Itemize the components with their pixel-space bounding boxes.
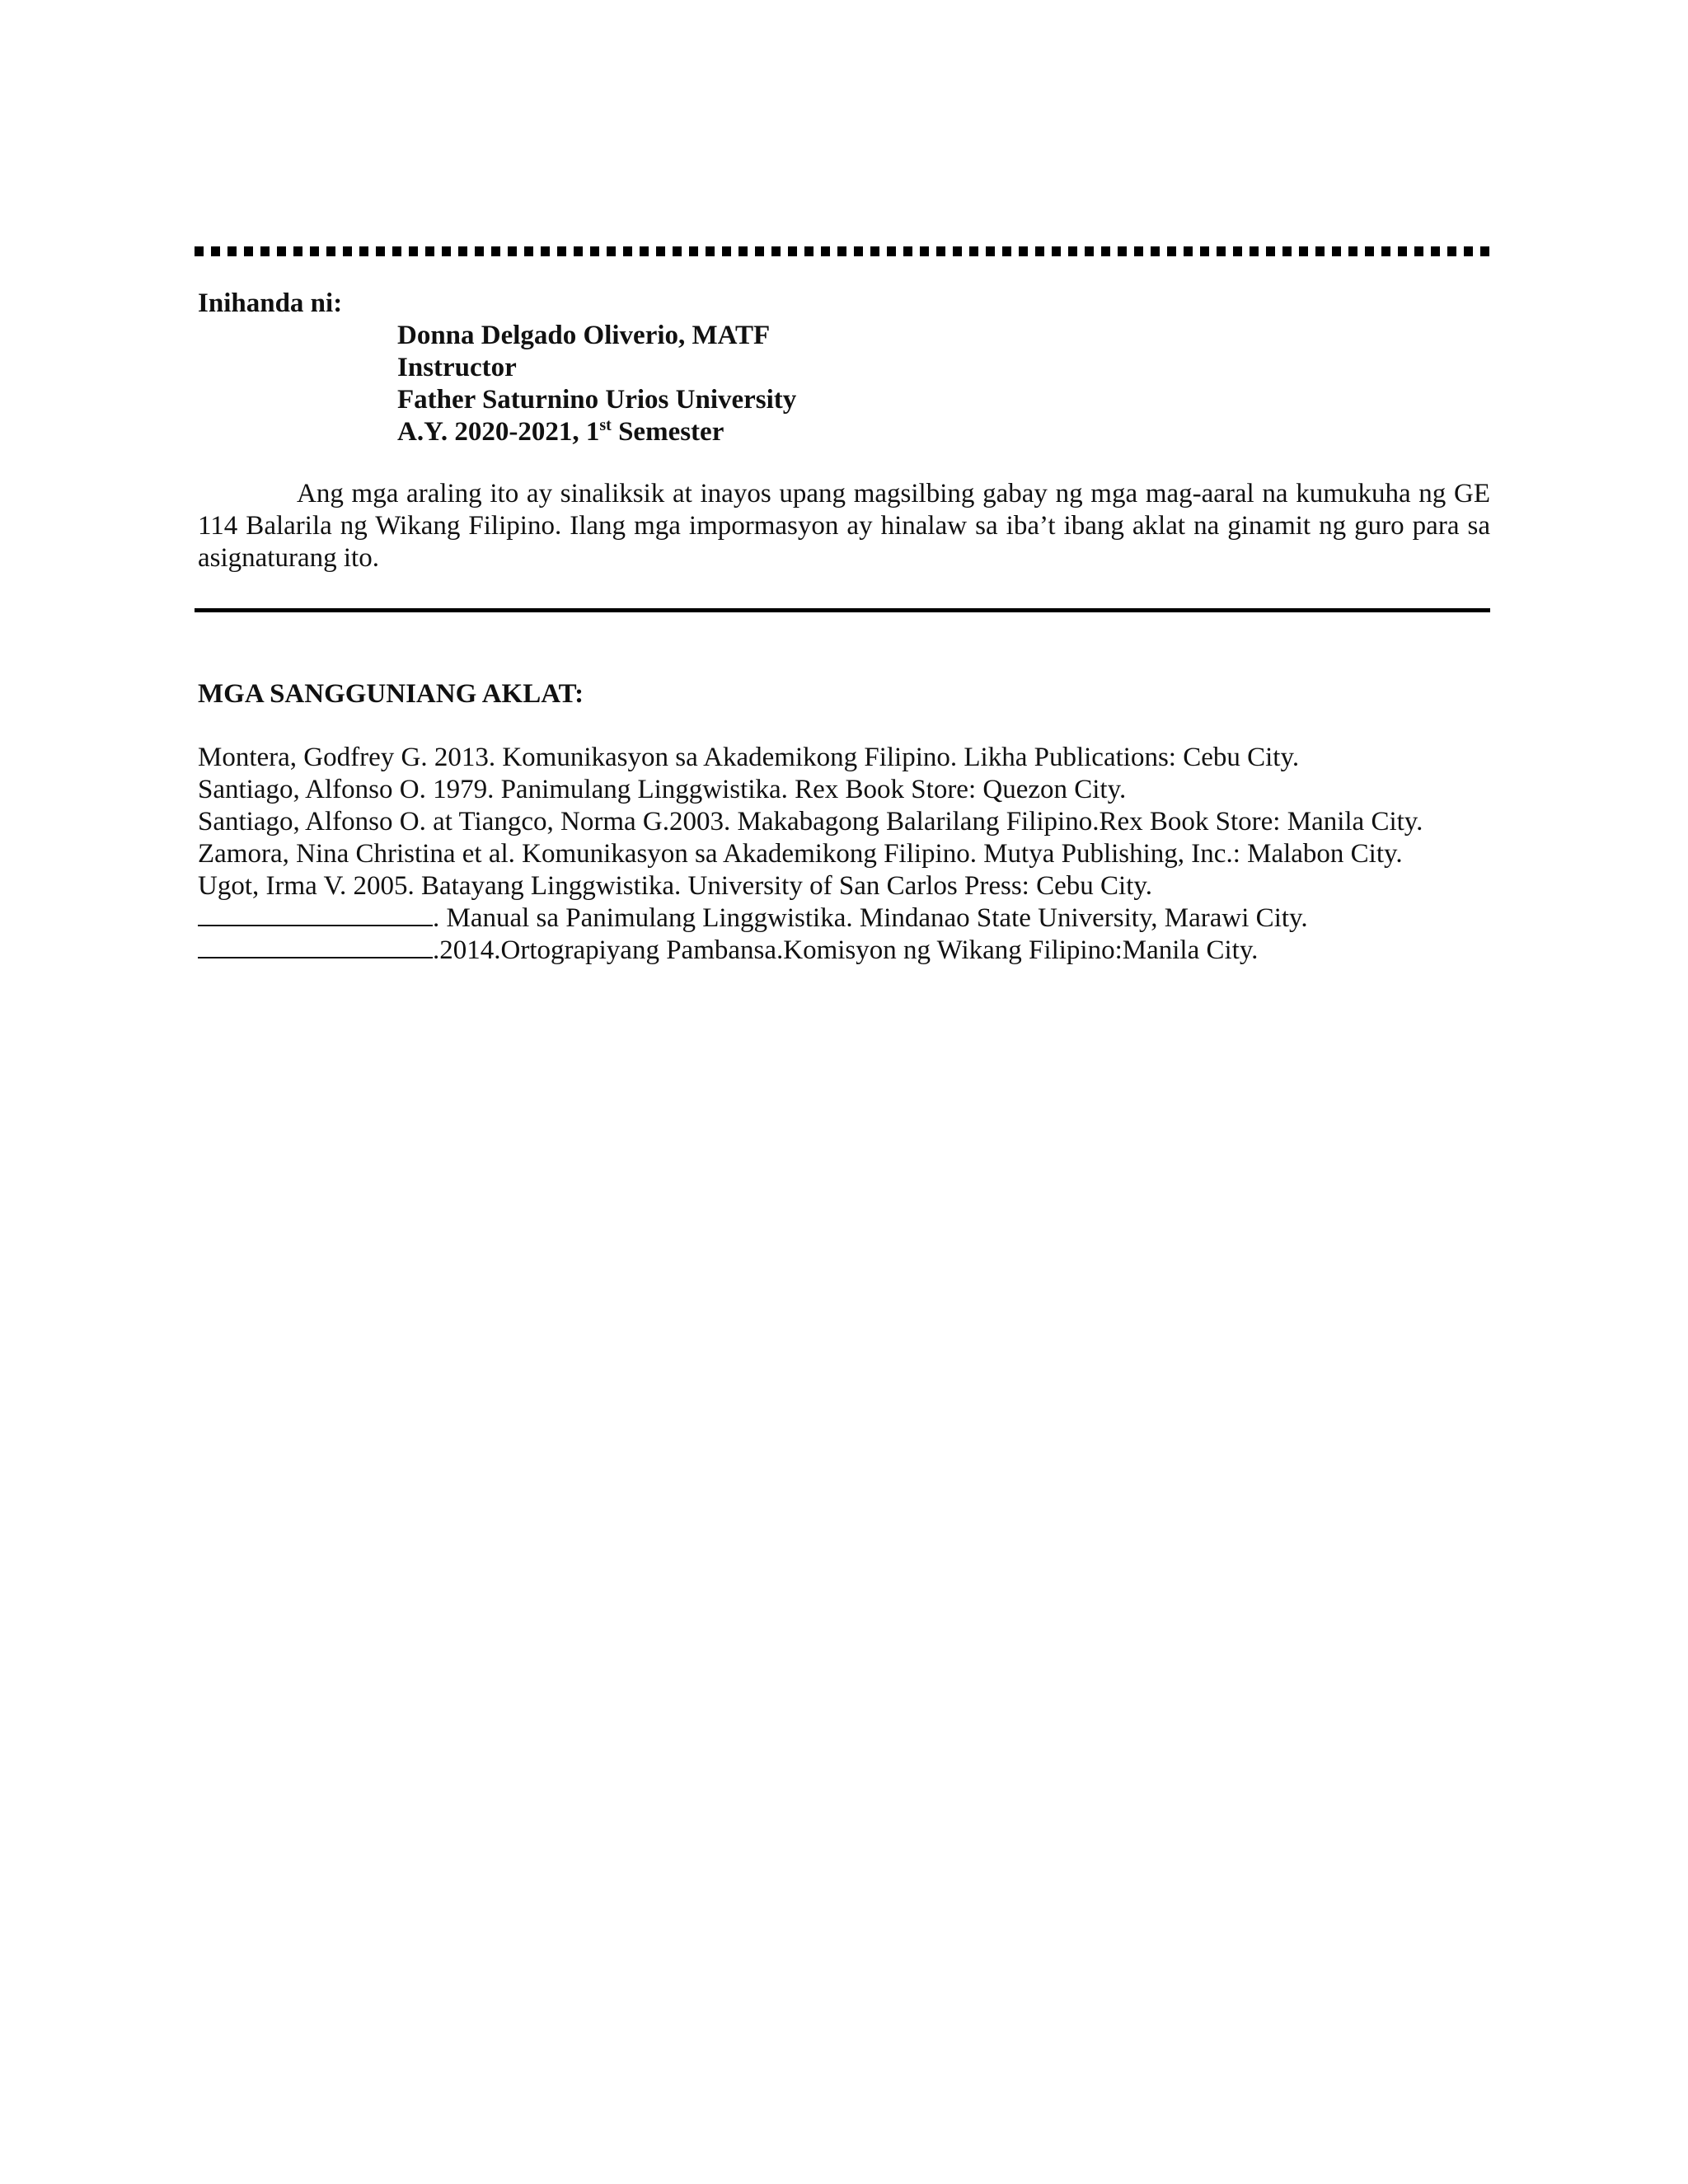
academic-year-ordinal: st [599, 416, 612, 434]
author-name: Donna Delgado Oliverio, MATF [397, 321, 771, 350]
academic-year-prefix: A.Y. 2020-2021, 1 [397, 417, 600, 447]
reference-text: . Manual sa Panimulang Linggwistika. Mindanao State University, Marawi City. [433, 903, 1308, 933]
reference-item: Santiago, Alfonso O. 1979. Panimulang Linggwistika. Rex Book Store: Quezon City. [198, 775, 1127, 804]
reference-item-anonymous [198, 935, 1490, 967]
academic-year-suffix: Semester [611, 417, 724, 447]
reference-item: Montera, Godfrey G. 2013. Komunikasyon sa Akademikong Filipino. Likha Publications: Cebu City. [198, 743, 1300, 772]
solid-divider [195, 608, 1490, 612]
references-heading: MGA SANGGUNIANG AKLAT: [198, 679, 584, 709]
author-title: Instructor [397, 353, 517, 382]
reference-text: .2014.Ortograpiyang Pambansa.Komisyon ng Wikang Filipino:Manila City. [433, 935, 1259, 965]
reference-item: Ugot, Irma V. 2005. Batayang Linggwistika. University of San Carlos Press: Cebu City. [198, 871, 1152, 901]
intro-paragraph: Ang mga araling ito ay sinaliksik at inayos upang magsilbing gabay ng mga mag-aaral na kumukuha ng GE 114 Balarila ng Wikang Filipino. Ilang mga impormasyon ay hinalaw sa iba’t ibang aklat na ginamit ng guro para sa asignaturang ito. [198, 479, 1490, 573]
author-block [397, 320, 796, 448]
author-school: Father Saturnino Urios University [397, 385, 797, 415]
author-blank-line [198, 905, 433, 926]
academic-year [397, 416, 796, 448]
references-list [198, 742, 1490, 967]
reference-item: Santiago, Alfonso O. at Tiangco, Norma G.2003. Makabagong Balarilang Filipino.Rex Book Store: Manila City. [198, 807, 1423, 837]
prepared-by-label: Inihanda ni: [198, 288, 343, 318]
dotted-divider [195, 246, 1490, 256]
reference-item: Zamora, Nina Christina et al. Komunikasyon sa Akademikong Filipino. Mutya Publishing, Inc.: Malabon City. [198, 839, 1403, 869]
author-blank-line [198, 937, 433, 958]
reference-item-anonymous [198, 902, 1490, 935]
